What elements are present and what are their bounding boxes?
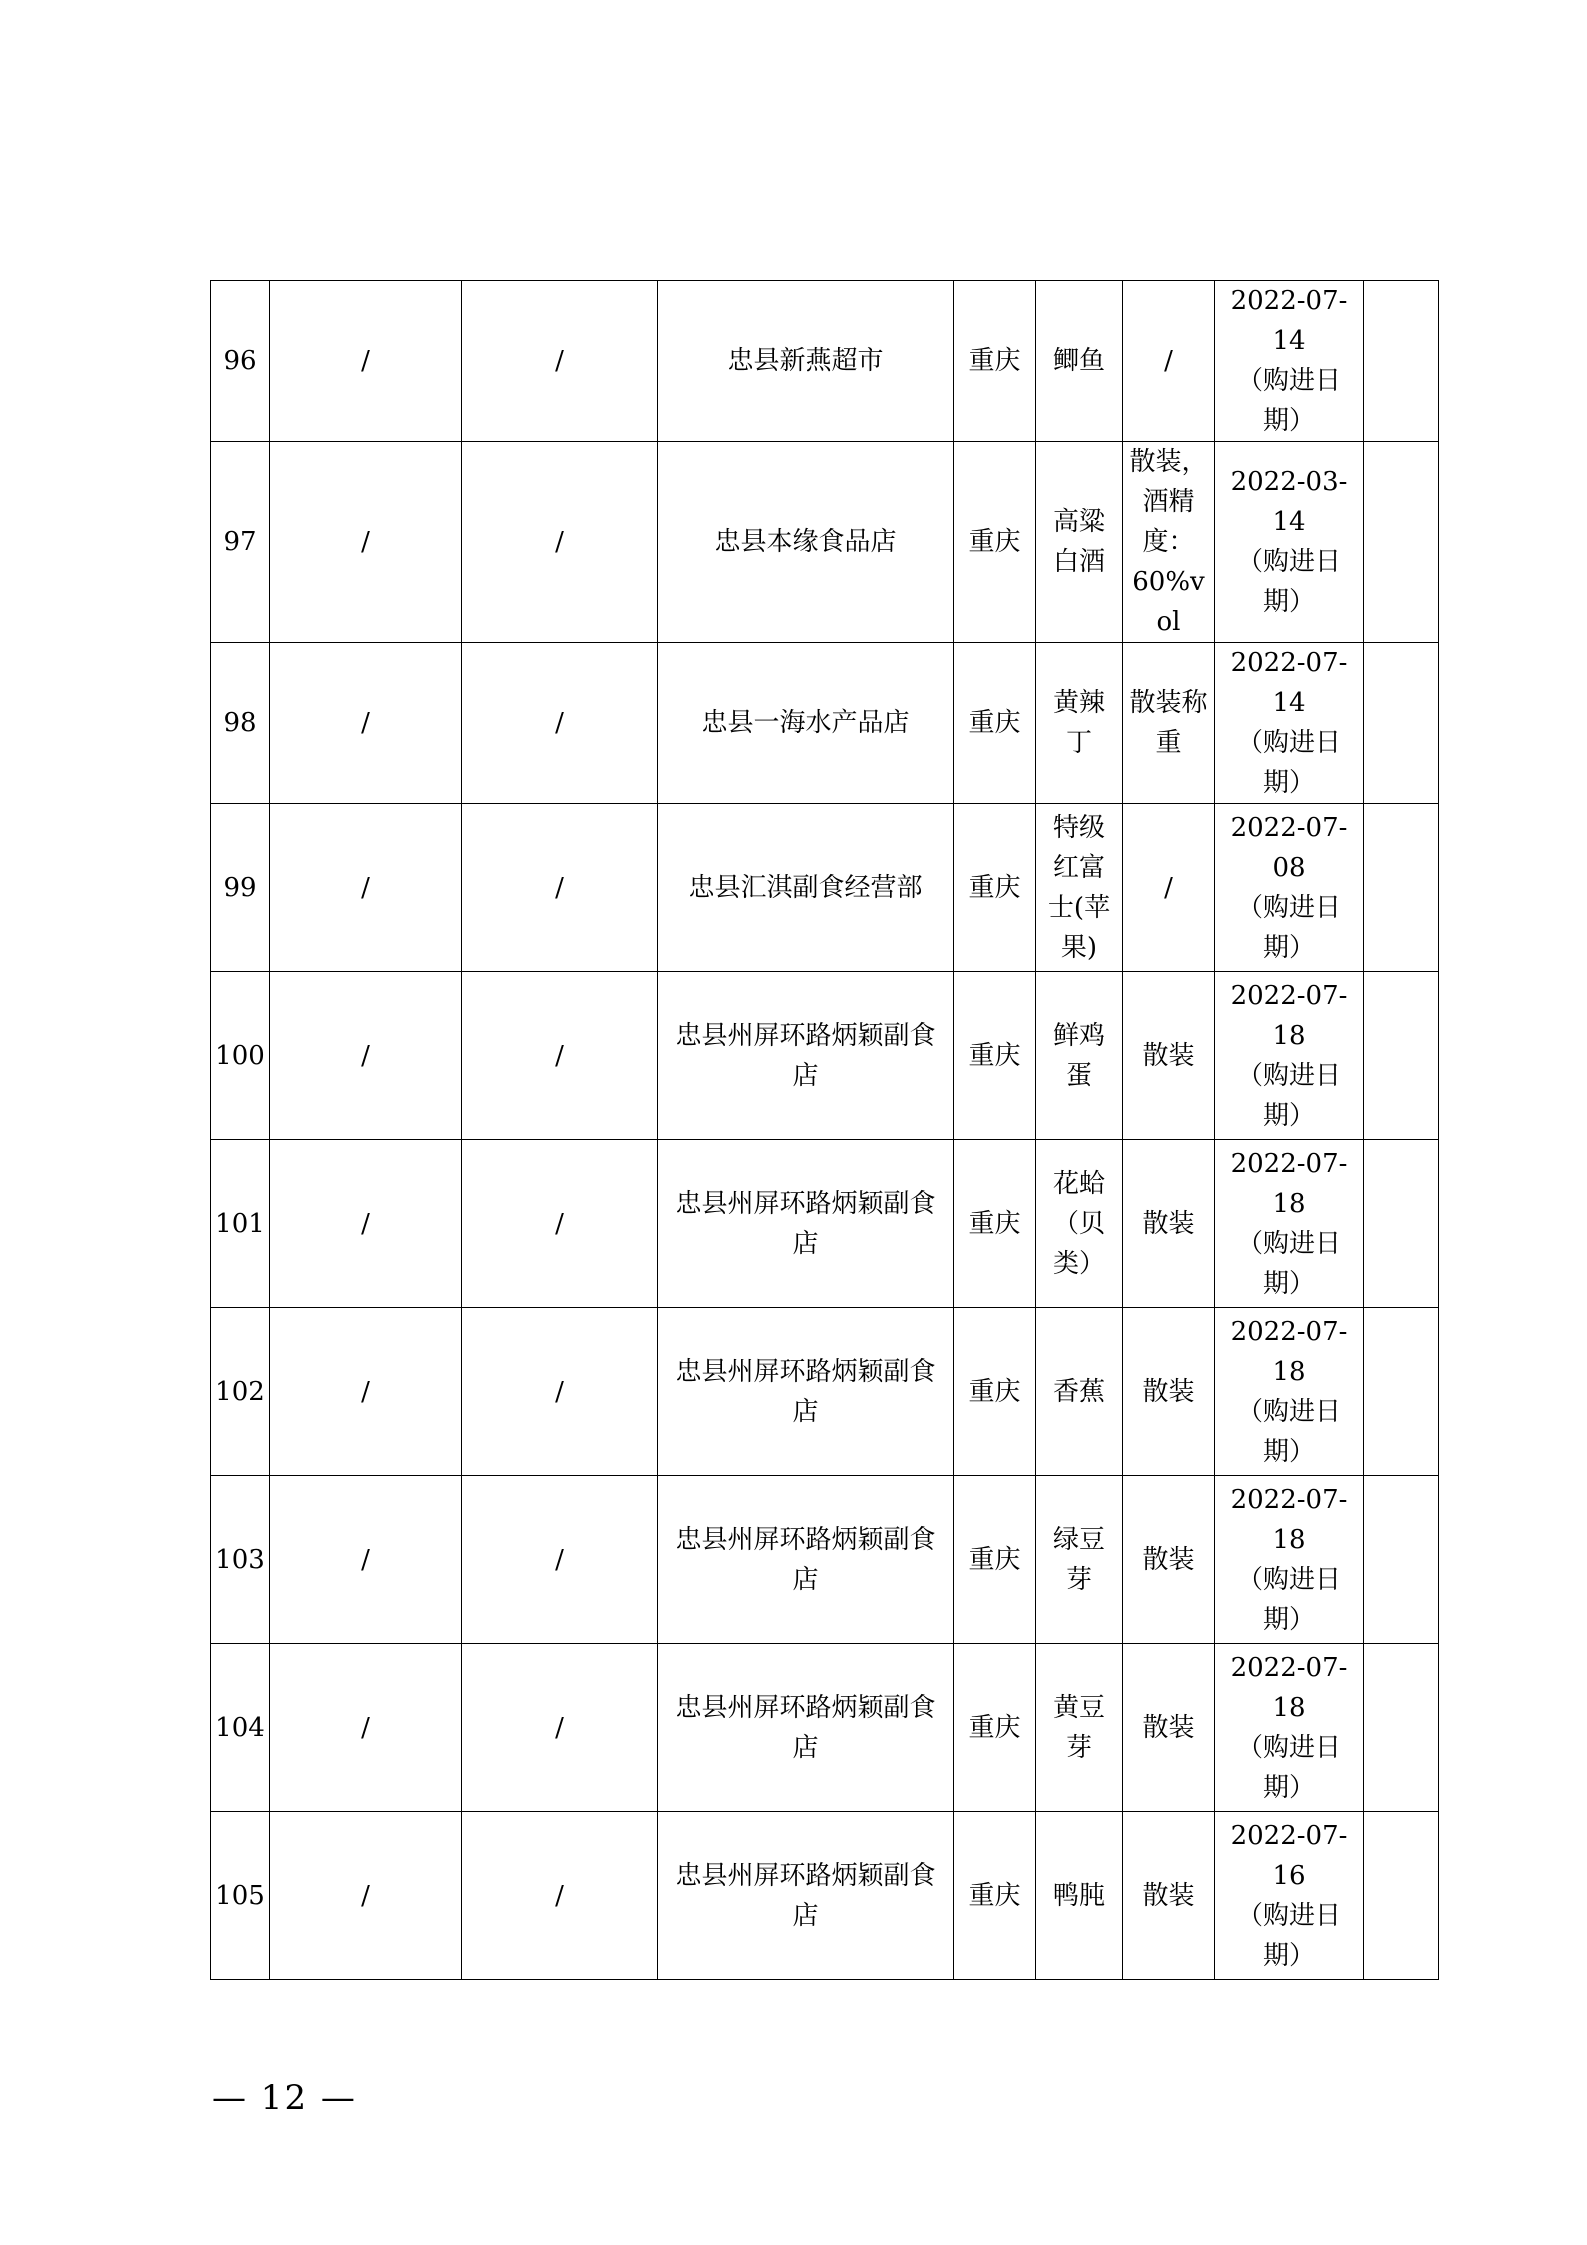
purchase-date-line: 2022-07-18 [1230,980,1348,1051]
column-3-cell: / [462,972,658,1140]
serial-number-cell: 104 [211,1644,270,1812]
purchase-date-line: 2022-07-18 [1230,1148,1348,1219]
purchase-date-line: 期） [1262,1268,1315,1299]
store-name-line: 忠县本缘食品店 [714,527,897,557]
store-name-line: 店 [792,1564,819,1595]
specification-cell [1123,804,1215,972]
purchase-date-line: （购进日 [1236,1732,1341,1763]
specification-cell [1123,643,1215,804]
purchase-date-line: （购进日 [1236,547,1341,577]
purchase-date-line: 2022-07-14 [1230,286,1348,356]
specification-line: 重 [1155,728,1182,758]
purchase-date-line: 期） [1262,406,1315,436]
store-name-line: 忠县新燕超市 [727,346,884,376]
serial-number-cell: 105 [211,1812,270,1980]
product-name-cell [1036,1644,1123,1812]
region-cell: 重庆 [954,804,1036,972]
table-row [211,1812,1439,1980]
purchase-date-line: （购进日 [1236,728,1341,758]
product-name-cell [1036,1308,1123,1476]
specification-cell [1123,1476,1215,1644]
product-name-line: 芽 [1065,1732,1092,1763]
store-name-line: 店 [792,1396,819,1427]
purchase-date-cell [1215,281,1364,442]
purchase-date-line: 2022-07-14 [1230,648,1348,718]
purchase-date-line: 期） [1262,1436,1315,1467]
product-name-line: 鲜鸡 [1052,1020,1105,1051]
product-name-line: 鸭肫 [1052,1880,1105,1911]
column-3-cell: / [462,1812,658,1980]
store-name-cell [658,1140,954,1308]
store-name-line: 店 [792,1900,819,1931]
serial-number-cell: 97 [211,442,270,643]
purchase-date-line: 2022-07-08 [1230,812,1348,883]
store-name-line: 忠县州屏环路炳颖副食 [675,1860,936,1891]
purchase-date-cell [1215,1140,1364,1308]
store-name-cell [658,1476,954,1644]
purchase-date-line: （购进日 [1236,892,1341,923]
serial-number-cell: 98 [211,643,270,804]
region-cell: 重庆 [954,643,1036,804]
specification-line: 散装 [1142,1208,1195,1239]
purchase-date-line: （购进日 [1236,1060,1341,1091]
store-name-line: 忠县州屏环路炳颖副食 [675,1020,936,1051]
product-name-line: 鲫鱼 [1052,346,1105,376]
product-name-cell [1036,281,1123,442]
table-row [211,804,1439,972]
column-2-cell: / [270,1308,462,1476]
product-name-line: 香蕉 [1052,1376,1105,1407]
serial-number-cell: 103 [211,1476,270,1644]
column-3-cell: / [462,1308,658,1476]
product-name-line: 红富 [1052,852,1105,883]
table-row [211,442,1439,643]
product-name-cell [1036,442,1123,643]
table-body [211,281,1439,1980]
product-name-line: 果) [1060,932,1098,963]
region-cell: 重庆 [954,972,1036,1140]
specification-line: 散装 [1142,1880,1195,1911]
remarks-cell [1364,281,1439,442]
purchase-date-line: 2022-07-18 [1230,1484,1348,1555]
specification-cell [1123,1308,1215,1476]
specification-cell [1123,972,1215,1140]
specification-line: 散装 [1142,1544,1195,1575]
product-name-cell [1036,1140,1123,1308]
column-3-cell: / [462,1476,658,1644]
product-name-cell [1036,643,1123,804]
specification-line: 60%vol [1132,567,1205,637]
serial-number-cell: 96 [211,281,270,442]
product-name-line: 绿豆 [1052,1524,1105,1555]
region-cell: 重庆 [954,442,1036,643]
purchase-date-line: （购进日 [1236,1228,1341,1259]
specification-line: 散装， [1129,447,1208,477]
specification-line: / [1164,872,1173,903]
product-name-line: 蛋 [1065,1060,1092,1091]
purchase-date-cell [1215,1812,1364,1980]
store-name-line: 忠县一海水产品店 [701,708,910,738]
specification-cell [1123,442,1215,643]
store-name-line: 忠县汇淇副食经营部 [688,872,923,903]
product-name-line: 黄辣 [1052,688,1105,718]
serial-number-cell: 100 [211,972,270,1140]
specification-cell [1123,1644,1215,1812]
table-row [211,972,1439,1140]
store-name-line: 忠县州屏环路炳颖副食 [675,1524,936,1555]
product-name-line: 黄豆 [1052,1692,1105,1723]
purchase-date-cell [1215,442,1364,643]
store-name-line: 忠县州屏环路炳颖副食 [675,1188,936,1219]
store-name-cell [658,643,954,804]
specification-line: 散装称 [1129,688,1208,718]
purchase-date-line: （购进日 [1236,1900,1341,1931]
remarks-cell [1364,643,1439,804]
purchase-date-line: （购进日 [1236,366,1341,396]
table-row [211,643,1439,804]
store-name-line: 店 [792,1060,819,1091]
column-3-cell: / [462,643,658,804]
specification-cell [1123,1140,1215,1308]
column-2-cell: / [270,643,462,804]
remarks-cell [1364,1644,1439,1812]
region-cell: 重庆 [954,1308,1036,1476]
specification-line: 散装 [1142,1040,1195,1071]
purchase-date-line: 期） [1262,587,1315,617]
table-row [211,1140,1439,1308]
product-name-line: 白酒 [1052,547,1105,577]
page-number: — 12 — [212,2078,357,2118]
purchase-date-line: （购进日 [1236,1564,1341,1595]
serial-number-cell: 101 [211,1140,270,1308]
table-row [211,1644,1439,1812]
table-row [211,1308,1439,1476]
product-name-cell [1036,1476,1123,1644]
purchase-date-cell [1215,804,1364,972]
table-row [211,281,1439,442]
specification-cell [1123,1812,1215,1980]
specification-cell [1123,281,1215,442]
purchase-date-line: 2022-07-16 [1230,1820,1348,1891]
purchase-date-line: 期） [1262,932,1315,963]
store-name-cell [658,1812,954,1980]
serial-number-cell: 102 [211,1308,270,1476]
remarks-cell [1364,1476,1439,1644]
purchase-date-line: 期） [1262,1100,1315,1131]
product-name-line: 特级 [1052,812,1105,843]
purchase-date-line: （购进日 [1236,1396,1341,1427]
store-name-cell [658,281,954,442]
store-name-line: 忠县州屏环路炳颖副食 [675,1692,936,1723]
column-2-cell: / [270,1644,462,1812]
product-name-line: 类） [1052,1248,1105,1279]
purchase-date-line: 2022-07-18 [1230,1316,1348,1387]
purchase-date-cell [1215,1308,1364,1476]
product-name-line: 芽 [1065,1564,1092,1595]
sampling-table [210,280,1439,1980]
column-3-cell: / [462,1140,658,1308]
remarks-cell [1364,972,1439,1140]
column-2-cell: / [270,1476,462,1644]
product-name-cell [1036,804,1123,972]
product-name-line: 丁 [1065,728,1092,758]
column-2-cell: / [270,804,462,972]
store-name-line: 店 [792,1732,819,1763]
store-name-line: 忠县州屏环路炳颖副食 [675,1356,936,1387]
region-cell: 重庆 [954,281,1036,442]
purchase-date-line: 期） [1262,768,1315,798]
remarks-cell [1364,442,1439,643]
purchase-date-line: 期） [1262,1604,1315,1635]
column-2-cell: / [270,442,462,643]
purchase-date-line: 2022-07-18 [1230,1652,1348,1723]
purchase-date-cell [1215,643,1364,804]
region-cell: 重庆 [954,1476,1036,1644]
remarks-cell [1364,804,1439,972]
store-name-cell [658,1644,954,1812]
column-2-cell: / [270,972,462,1140]
column-3-cell: / [462,281,658,442]
product-name-line: （贝 [1052,1208,1105,1239]
purchase-date-line: 期） [1262,1940,1315,1971]
store-name-line: 店 [792,1228,819,1259]
product-name-line: 士(苹 [1047,892,1111,923]
region-cell: 重庆 [954,1812,1036,1980]
product-name-cell [1036,1812,1123,1980]
table-row [211,1476,1439,1644]
specification-line: 度： [1142,527,1195,557]
store-name-cell [658,972,954,1140]
column-3-cell: / [462,1644,658,1812]
purchase-date-cell [1215,1476,1364,1644]
column-2-cell: / [270,281,462,442]
specification-line: 酒精 [1142,487,1195,517]
region-cell: 重庆 [954,1140,1036,1308]
product-name-line: 高粱 [1052,507,1105,537]
store-name-cell [658,442,954,643]
specification-line: 散装 [1142,1376,1195,1407]
product-name-cell [1036,972,1123,1140]
column-2-cell: / [270,1140,462,1308]
column-2-cell: / [270,1812,462,1980]
product-name-line: 花蛤 [1052,1168,1105,1199]
store-name-cell [658,1308,954,1476]
region-cell: 重庆 [954,1644,1036,1812]
purchase-date-line: 2022-03-14 [1230,467,1348,537]
specification-line: 散装 [1142,1712,1195,1743]
remarks-cell [1364,1812,1439,1980]
purchase-date-cell [1215,972,1364,1140]
store-name-cell [658,804,954,972]
purchase-date-line: 期） [1262,1772,1315,1803]
remarks-cell [1364,1140,1439,1308]
column-3-cell: / [462,804,658,972]
serial-number-cell: 99 [211,804,270,972]
remarks-cell [1364,1308,1439,1476]
purchase-date-cell [1215,1644,1364,1812]
column-3-cell: / [462,442,658,643]
specification-line: / [1164,346,1173,376]
